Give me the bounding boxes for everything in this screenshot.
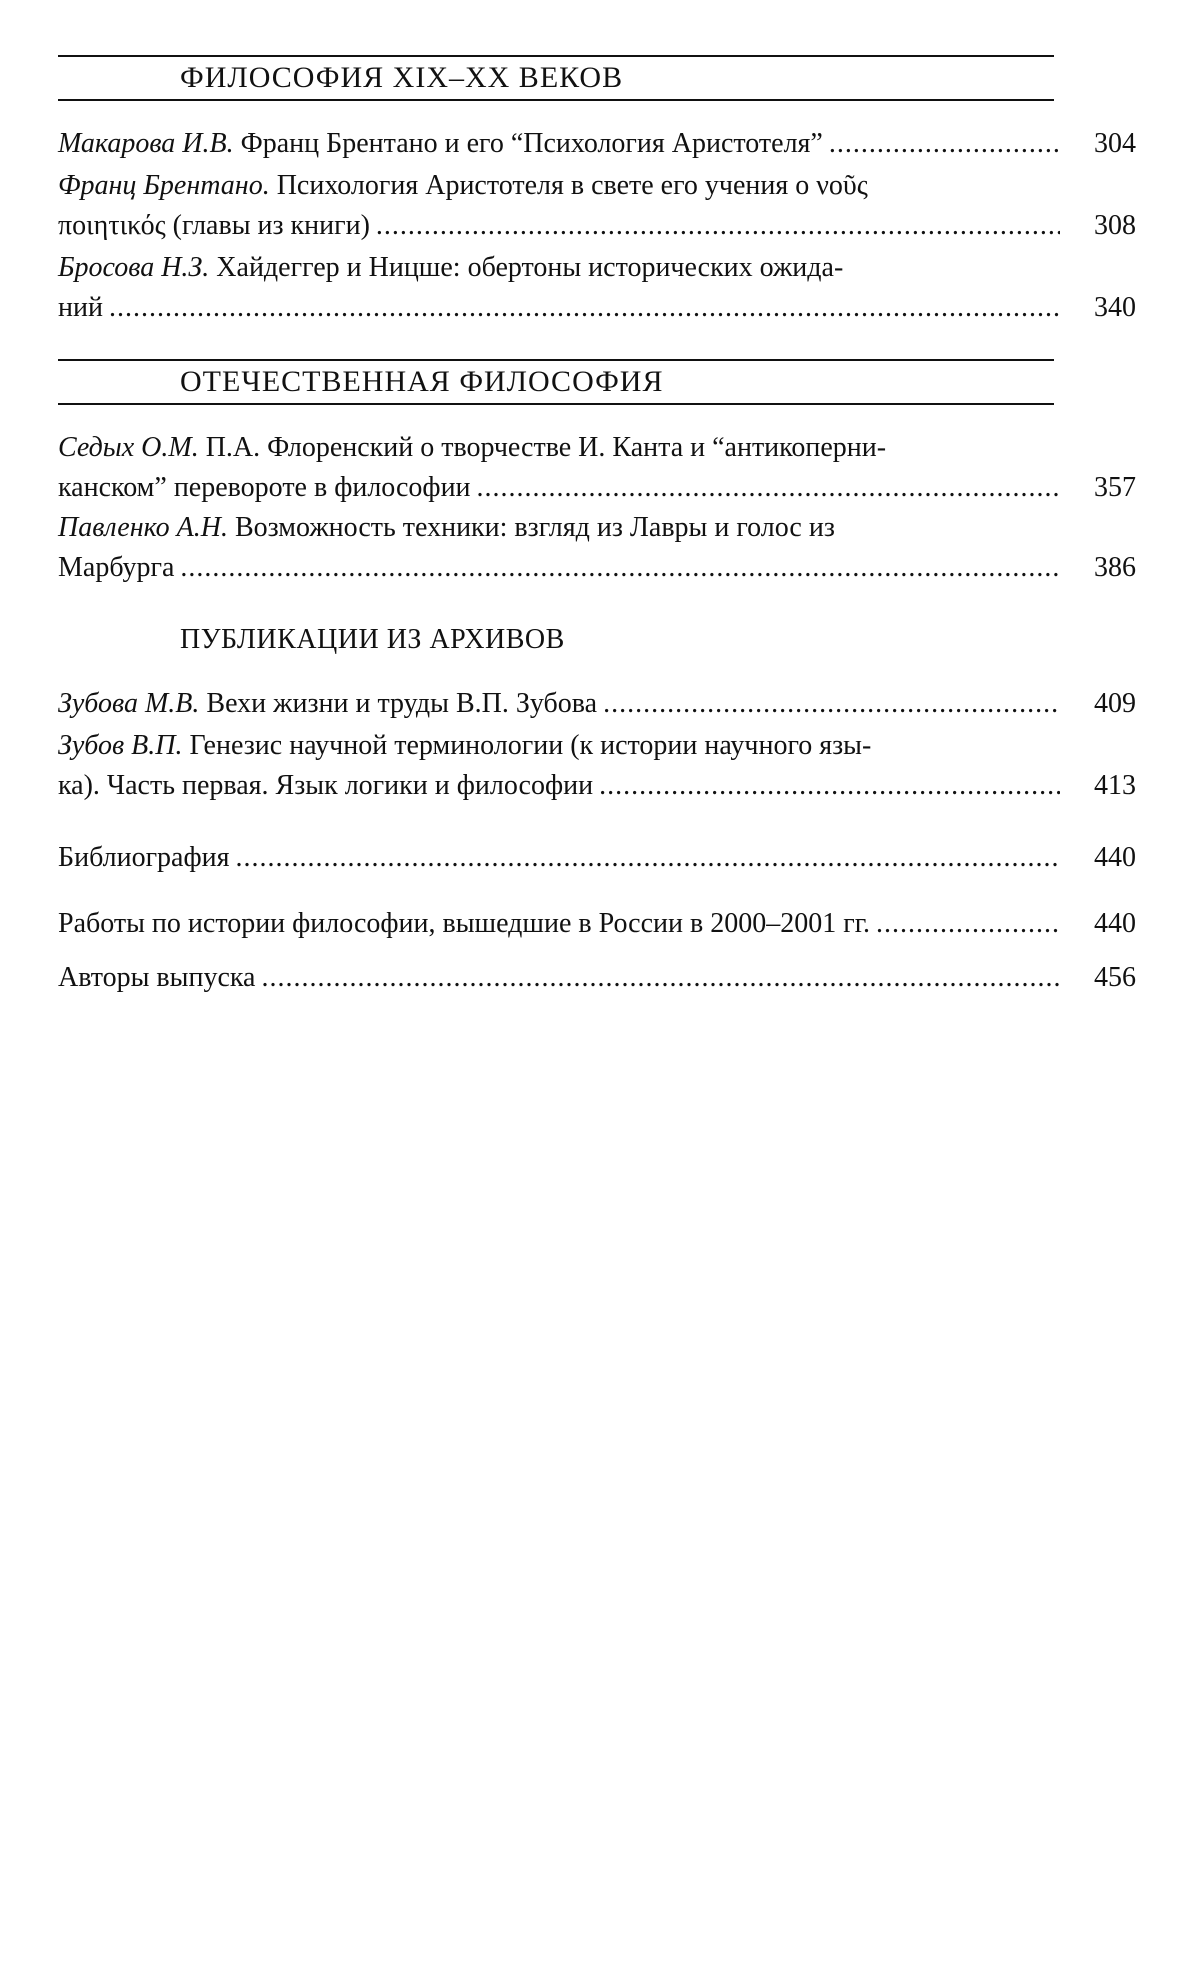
toc-line-first xyxy=(58,508,1054,548)
entry-title: Авторы выпуска xyxy=(58,962,256,993)
page-number: 304 xyxy=(1094,128,1136,159)
leader-dots xyxy=(261,958,1060,998)
entry-author: Зубов В.П. xyxy=(58,730,183,761)
entry-title: Психология Аристотеля в свете его учения о νοῦς xyxy=(269,170,868,201)
entry-title: Хайдеггер и Ницше: обертоны исторических ожида- xyxy=(209,252,844,283)
entry-title: Франц Брентано и его “Психология Аристотеля” xyxy=(233,128,823,159)
toc-line xyxy=(58,838,1136,878)
entry-title: П.А. Флоренский о творчестве И. Канта и “антикоперни- xyxy=(198,432,887,463)
entry-title: Возможность техники: взгляд из Лавры и голос из xyxy=(227,512,835,543)
entry-title-cont: ποιητικός (главы из книги) xyxy=(58,210,370,241)
leader-dots xyxy=(180,548,1060,588)
entry-title: Библиография xyxy=(58,842,230,873)
entry-title: Работы по истории философии, вышедшие в России в 2000–2001 гг. xyxy=(58,908,871,939)
toc-line xyxy=(58,206,1136,246)
page-number: 456 xyxy=(1094,962,1136,993)
section-title: ОТЕЧЕСТВЕННАЯ ФИЛОСОФИЯ xyxy=(180,365,664,398)
page-number: 340 xyxy=(1094,292,1136,323)
entry-author: Франц Брентано. xyxy=(58,170,270,201)
toc-line xyxy=(58,904,1136,944)
page-number: 386 xyxy=(1094,552,1136,583)
toc-entry-works[interactable] xyxy=(58,904,1136,944)
entry-author: Зубова М.В. xyxy=(58,688,200,719)
page-number: 440 xyxy=(1094,908,1136,939)
toc-entry[interactable] xyxy=(58,166,1136,246)
page-number: 413 xyxy=(1094,770,1136,801)
leader-dots xyxy=(236,838,1061,878)
leader-dots xyxy=(599,766,1060,806)
toc-line-first xyxy=(58,248,1054,288)
toc-entry-authors[interactable] xyxy=(58,958,1136,998)
leader-dots xyxy=(477,468,1060,508)
entry-author: Павленко А.Н. xyxy=(58,512,228,543)
entry-title-cont: ка). Часть первая. Язык логики и философии xyxy=(58,770,594,801)
toc-line-first xyxy=(58,428,1054,468)
toc-entry[interactable] xyxy=(58,508,1136,588)
entry-title-cont: канском” перевороте в философии xyxy=(58,472,471,503)
leader-dots xyxy=(376,206,1060,246)
toc-entry[interactable] xyxy=(58,726,1136,806)
entry-author: Седых О.М. xyxy=(58,432,199,463)
section-heading xyxy=(58,55,1054,101)
entry-title-cont: Марбурга xyxy=(58,552,175,583)
toc-line xyxy=(58,684,1136,724)
toc-line xyxy=(58,766,1136,806)
toc-entry-bibliography[interactable] xyxy=(58,838,1136,878)
section-heading xyxy=(58,359,1054,405)
entry-title-cont: ний xyxy=(58,292,103,323)
section-title: ПУБЛИКАЦИИ ИЗ АРХИВОВ xyxy=(180,624,565,655)
toc-entry[interactable] xyxy=(58,684,1136,724)
page-number: 308 xyxy=(1094,210,1136,241)
toc-line xyxy=(58,468,1136,508)
leader-dots xyxy=(829,124,1060,164)
page-number: 357 xyxy=(1094,472,1136,503)
toc-entry[interactable] xyxy=(58,428,1136,508)
leader-dots xyxy=(603,684,1060,724)
page-number: 440 xyxy=(1094,842,1136,873)
toc-entry[interactable] xyxy=(58,248,1136,328)
entry-author: Макарова И.В. xyxy=(58,128,234,159)
leader-dots xyxy=(876,904,1060,944)
page-number: 409 xyxy=(1094,688,1136,719)
toc-line xyxy=(58,958,1136,998)
toc-line xyxy=(58,288,1136,328)
entry-author: Бросова Н.З. xyxy=(58,252,210,283)
toc-entry[interactable] xyxy=(58,124,1136,164)
entry-title: Вехи жизни и труды В.П. Зубова xyxy=(199,688,598,719)
toc-line xyxy=(58,548,1136,588)
entry-title: Генезис научной терминологии (к истории научного язы- xyxy=(182,730,872,761)
section-title: ФИЛОСОФИЯ XIX–XX ВЕКОВ xyxy=(180,61,624,94)
toc-line-first xyxy=(58,166,1054,206)
toc-line xyxy=(58,124,1136,164)
toc-line-first xyxy=(58,726,1054,766)
rule-bottom xyxy=(58,403,1054,405)
leader-dots xyxy=(109,288,1060,328)
rule-bottom xyxy=(58,99,1054,101)
